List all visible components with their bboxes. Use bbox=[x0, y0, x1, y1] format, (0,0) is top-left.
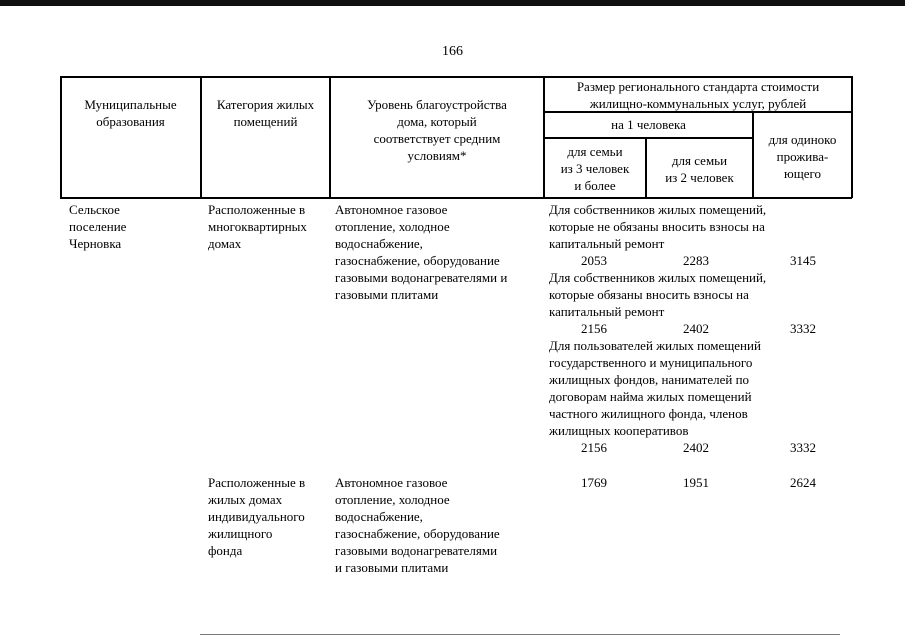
group1-caption bbox=[549, 201, 766, 252]
row2-value-family3: 1769 bbox=[581, 475, 607, 490]
group3-value-family2: 2402 bbox=[683, 440, 709, 455]
header-single-line: ющего bbox=[783, 166, 821, 181]
header-level-line: дома, который bbox=[397, 114, 477, 129]
header-category-line: помещений bbox=[233, 114, 298, 129]
row2-category bbox=[208, 474, 305, 559]
group3-value-single: 3332 bbox=[790, 440, 816, 455]
group1-value-family2: 2283 bbox=[683, 253, 709, 268]
group1-caption-line: которые не обязаны вносить взносы на bbox=[549, 219, 765, 234]
municipality-cell bbox=[69, 201, 126, 252]
header-category-line: Категория жилых bbox=[216, 97, 315, 112]
row2-category-line: жилищного bbox=[208, 526, 273, 541]
group3-caption bbox=[549, 337, 761, 439]
row2-level-line: отопление, холодное bbox=[335, 492, 450, 507]
row2-category-line: Расположенные в bbox=[208, 475, 306, 490]
group2-caption-line: которые обязаны вносить взносы на bbox=[549, 287, 749, 302]
row1-level-line: газоснабжение, оборудование bbox=[335, 253, 500, 268]
header-size bbox=[544, 78, 852, 112]
group2-caption-line: Для собственников жилых помещений, bbox=[549, 270, 767, 285]
header-category bbox=[201, 96, 330, 130]
row1-category-line: домах bbox=[208, 236, 242, 251]
group3-caption-line: жилищных кооперативов bbox=[549, 423, 689, 438]
row1-level-line: отопление, холодное bbox=[335, 219, 450, 234]
group1-caption-line: Для собственников жилых помещений, bbox=[549, 202, 767, 217]
header-family2 bbox=[646, 152, 753, 186]
header-level bbox=[330, 96, 544, 164]
row1-category bbox=[208, 201, 307, 252]
header-family3-line: из 3 человек bbox=[560, 161, 630, 176]
bottom-rule bbox=[200, 634, 840, 635]
row1-category-line: многоквартирных bbox=[208, 219, 307, 234]
header-level-line: Уровень благоустройства bbox=[367, 97, 507, 112]
row1-category-line: Расположенные в bbox=[208, 202, 306, 217]
row1-level bbox=[335, 201, 507, 303]
group3-caption-line: жилищных фондов, нанимателей по bbox=[549, 372, 750, 387]
group2-value-single: 3332 bbox=[790, 321, 816, 336]
header-single-line: для одиноко bbox=[768, 132, 837, 147]
group3-caption-line: государственного и муниципального bbox=[549, 355, 753, 370]
row2-level-line: и газовыми плитами bbox=[335, 560, 449, 575]
group2-value-family2: 2402 bbox=[683, 321, 709, 336]
top-border-bar bbox=[0, 0, 905, 6]
group3-caption-line: Для пользователей жилых помещений bbox=[549, 338, 761, 353]
header-municipality bbox=[60, 96, 201, 130]
row2-value-family2: 1951 bbox=[683, 475, 709, 490]
row2-category-line: фонда bbox=[208, 543, 243, 558]
page-number: 166 bbox=[442, 44, 463, 59]
header-municipality-line: образования bbox=[96, 114, 165, 129]
row1-level-line: Автономное газовое bbox=[335, 202, 448, 217]
group2-caption bbox=[549, 269, 766, 320]
row2-level bbox=[335, 474, 500, 576]
group3-value-family3: 2156 bbox=[581, 440, 607, 455]
group3-caption-line: договорам найма жилых помещений bbox=[549, 389, 752, 404]
row2-level-line: водоснабжение, bbox=[335, 509, 423, 524]
row2-category-line: индивидуального bbox=[208, 509, 305, 524]
header-size-line: Размер регионального стандарта стоимости bbox=[576, 79, 820, 94]
header-single-line: прожива- bbox=[776, 149, 829, 164]
row1-level-line: газовыми водонагревателями и bbox=[335, 270, 508, 285]
row1-level-line: газовыми плитами bbox=[335, 287, 439, 302]
group1-caption-line: капитальный ремонт bbox=[549, 236, 665, 251]
group1-value-single: 3145 bbox=[790, 253, 816, 268]
municipality-line: Сельское bbox=[69, 202, 120, 217]
row2-level-line: газовыми водонагревателями bbox=[335, 543, 498, 558]
municipality-line: поселение bbox=[69, 219, 127, 234]
header-per-person: на 1 человека bbox=[611, 117, 686, 132]
header-level-line: условиям* bbox=[407, 148, 467, 163]
row2-level-line: газоснабжение, оборудование bbox=[335, 526, 500, 541]
group3-caption-line: частного жилищного фонда, членов bbox=[549, 406, 748, 421]
header-municipality-line: Муниципальные bbox=[84, 97, 177, 112]
header-family3-line: для семьи bbox=[567, 144, 623, 159]
row2-category-line: жилых домах bbox=[208, 492, 283, 507]
header-family3-line: и более bbox=[574, 178, 616, 193]
row1-level-line: водоснабжение, bbox=[335, 236, 423, 251]
header-family3 bbox=[544, 143, 646, 194]
header-family2-line: для семьи bbox=[671, 153, 728, 168]
header-single bbox=[753, 131, 852, 182]
row2-value-single: 2624 bbox=[790, 475, 816, 490]
row2-level-line: Автономное газовое bbox=[335, 475, 448, 490]
group2-caption-line: капитальный ремонт bbox=[549, 304, 665, 319]
header-size-line: жилищно-коммунальных услуг, рублей bbox=[589, 96, 807, 111]
header-family2-line: из 2 человек bbox=[665, 170, 734, 185]
group1-value-family3: 2053 bbox=[581, 253, 607, 268]
municipality-line: Черновка bbox=[69, 236, 122, 251]
group2-value-family3: 2156 bbox=[581, 321, 607, 336]
header-level-line: соответствует средним bbox=[373, 131, 501, 146]
